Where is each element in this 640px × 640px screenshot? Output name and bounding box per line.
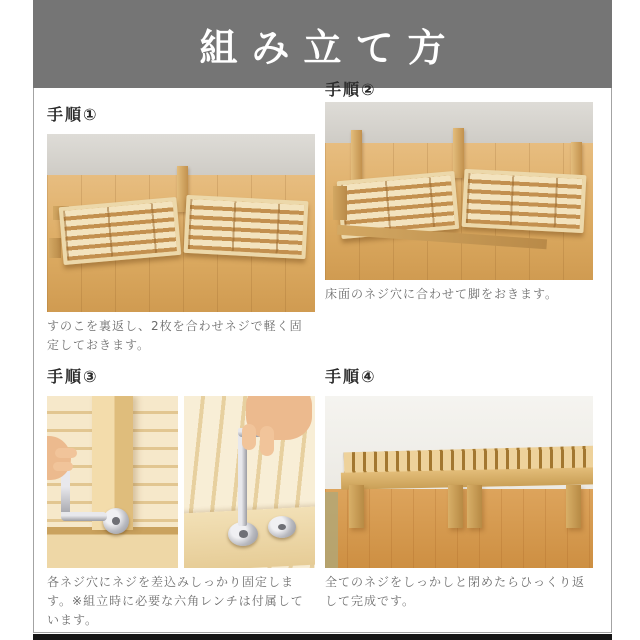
- step-4-caption: 全てのネジをしっかしと閉めたらひっくり返して完成です。: [325, 575, 586, 608]
- step-4-photo: [325, 396, 593, 568]
- hex-wrench: [61, 512, 107, 521]
- slat-panel-left: [59, 197, 182, 265]
- step-2-caption: 床面のネジ穴に合わせて脚をおきます。: [325, 287, 559, 301]
- step-1-photo: [47, 134, 315, 312]
- step-1: [47, 102, 315, 355]
- section-header: [33, 0, 612, 88]
- mat-strip: [325, 492, 338, 568]
- wood-block: [49, 238, 61, 258]
- step-3-label: 手順③: [47, 367, 99, 386]
- step-3-photo-right: [184, 396, 315, 568]
- step-4: [325, 364, 593, 611]
- step-2: [325, 80, 593, 304]
- finger: [53, 462, 73, 471]
- page-title: 組み立て方: [199, 25, 460, 70]
- step-3-photos: [47, 396, 315, 568]
- instructions-panel: [33, 80, 612, 633]
- bolt: [103, 508, 129, 534]
- slat-panel-right: [462, 169, 587, 233]
- finger: [260, 426, 274, 456]
- bed-leg: [349, 485, 364, 528]
- finger: [242, 424, 256, 450]
- step-4-label: 手順④: [325, 367, 377, 386]
- next-section-edge: [33, 634, 612, 640]
- step-3-photo-left: [47, 396, 178, 568]
- bolt: [268, 516, 296, 538]
- bed-leg: [448, 485, 463, 528]
- slat-panel-right: [184, 195, 309, 259]
- step-2-photo: [325, 102, 593, 280]
- bed-leg: [453, 128, 464, 178]
- side-rail: [333, 186, 347, 220]
- step-3-caption: 各ネジ穴にネジを差込みしっかり固定します。※組立時に必要な六角レンチは付属しています。: [47, 575, 304, 627]
- bed-leg: [467, 485, 482, 528]
- bed-leg: [566, 485, 581, 528]
- finger: [55, 448, 77, 458]
- step-1-caption: すのこを裏返し、2枚を合わせネジで軽く固定しておきます。: [47, 319, 303, 352]
- step-2-label: 手順②: [325, 80, 377, 99]
- bed-leg: [351, 130, 362, 182]
- step-1-label: 手順①: [47, 105, 99, 124]
- step-3: [47, 364, 315, 630]
